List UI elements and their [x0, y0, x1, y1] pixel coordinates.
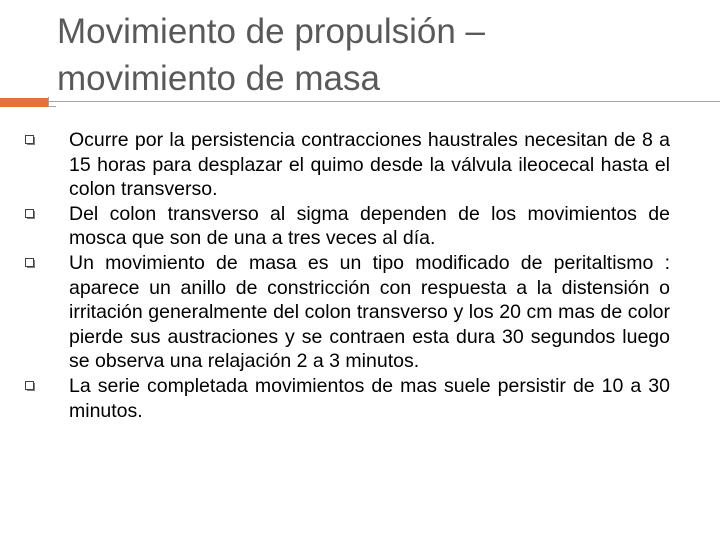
bullet-text: La serie completada movimientos de mas suele persistir de 10 a 30 minutos.: [69, 374, 670, 422]
title-accent-bar: [0, 98, 48, 107]
hollow-square-bullet-icon: [25, 258, 35, 268]
title-divider-line: [48, 101, 720, 102]
list-item: [25, 128, 670, 202]
hollow-square-bullet-icon: [25, 135, 35, 145]
bullet-list: [25, 128, 670, 423]
bullet-text: Del colon transverso al sigma dependen de los movimientos de mosca que son de una a tres veces al día.: [69, 202, 670, 250]
title-divider-cap: [48, 97, 56, 107]
list-item: [25, 251, 670, 374]
list-item: [25, 374, 670, 423]
hollow-square-bullet-icon: [25, 381, 35, 391]
hollow-square-bullet-icon: [25, 209, 35, 219]
title-line-1: Movimiento de propulsión –: [57, 12, 486, 51]
bullet-text: Un movimiento de masa es un tipo modificado de peritaltismo : aparece un anillo de constricción con respuesta a la distensión o irritación generalmente del colon transverso y los 20 cm mas de color pierde sus austraciones y se contraen esta dura 30 segundos luego se observa una relajación 2 a 3 minutos.: [69, 251, 670, 373]
list-item: [25, 202, 670, 251]
title-line-2: movimiento de masa: [57, 59, 380, 98]
bullet-text: Ocurre por la persistencia contracciones haustrales necesitan de 8 a 15 horas para desplazar el quimo desde la válvula ileocecal hasta el colon transverso.: [69, 129, 670, 201]
slide-title: [57, 8, 657, 102]
